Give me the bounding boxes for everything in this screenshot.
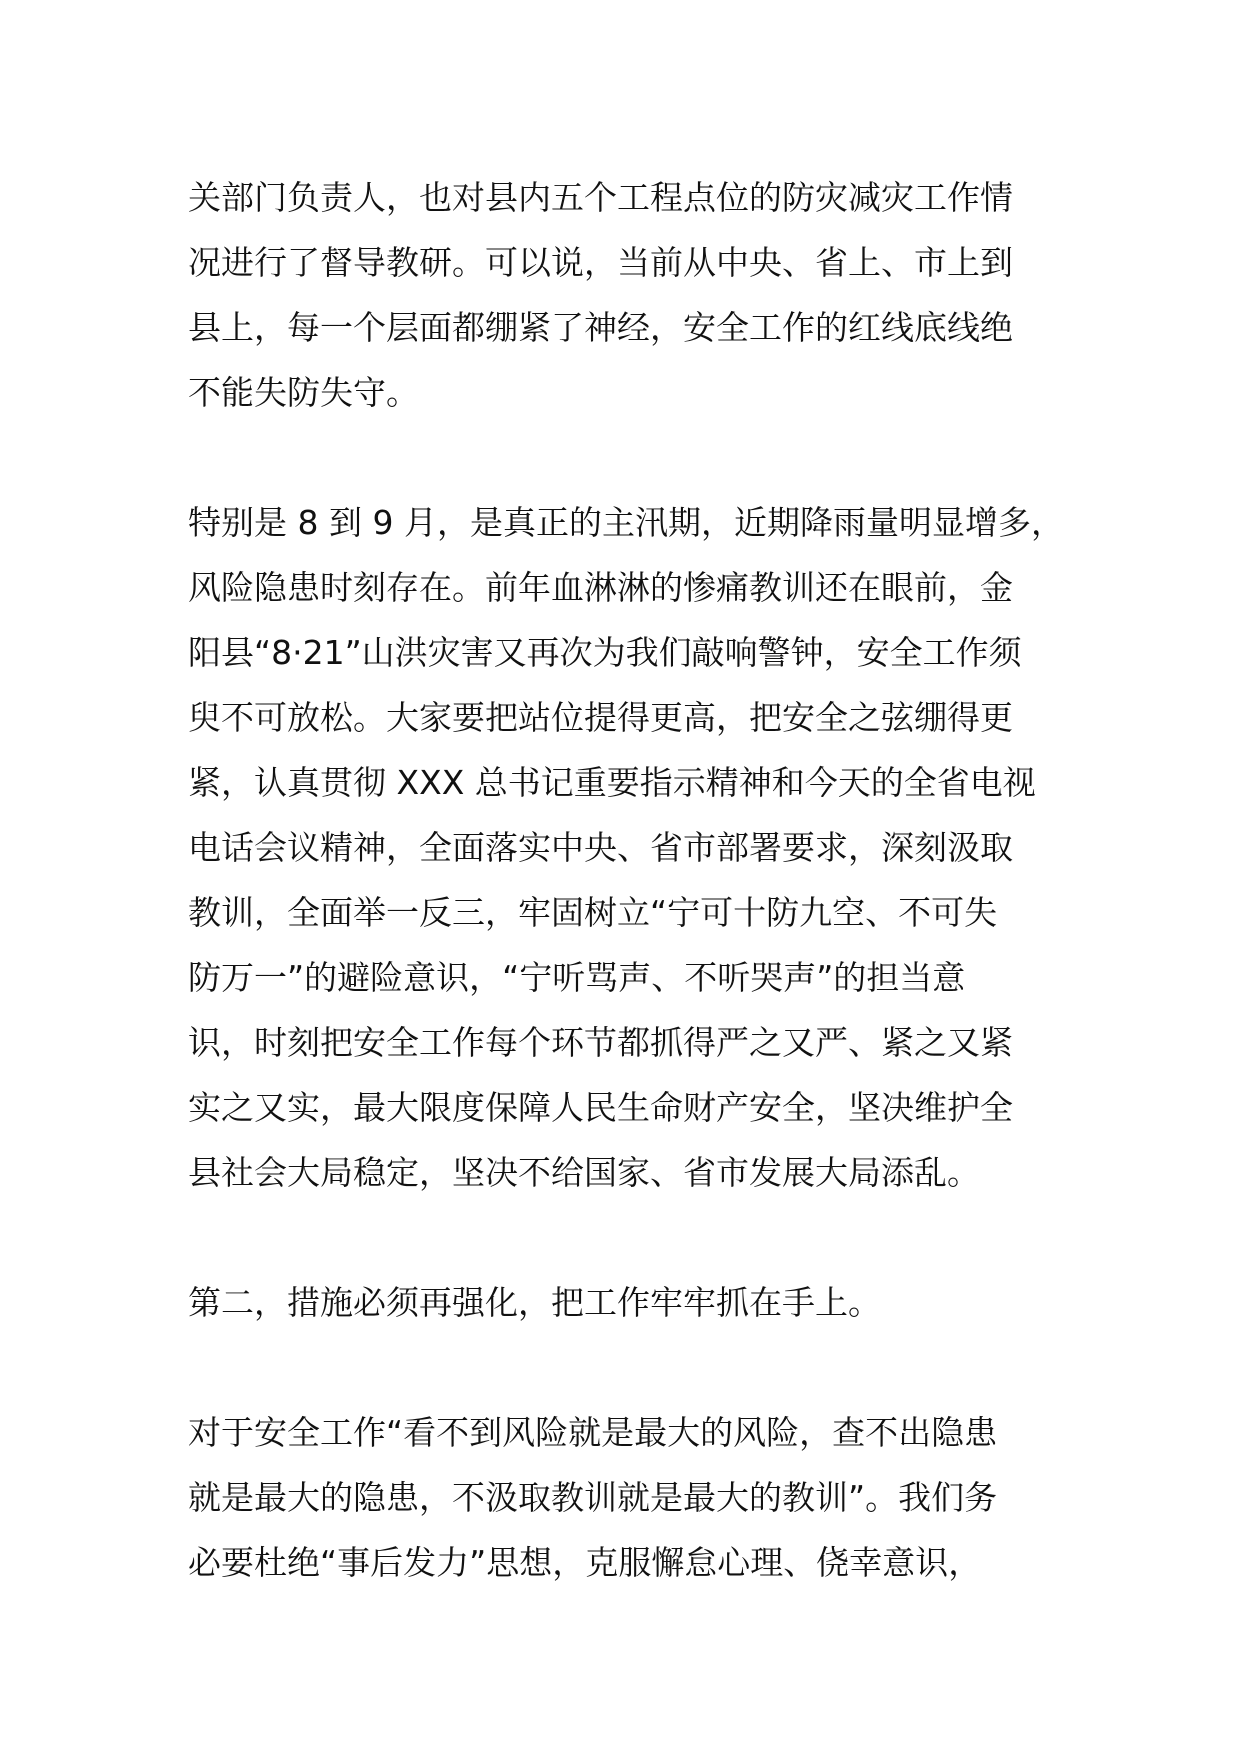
text-line: 况进行了督导教研。可以说，当前从中央、省上、市上到	[188, 243, 1013, 282]
text-line: 关部门负责人，也对县内五个工程点位的防灾减灾工作情	[188, 178, 1013, 217]
document-body	[188, 165, 1064, 1660]
text-line: 紧，认真贯彻 XXX 总书记重要指示精神和今天的全省电视	[188, 763, 1036, 802]
text-line: 臾不可放松。大家要把站位提得更高，把安全之弦绷得更	[188, 698, 1013, 737]
text-line: 电话会议精神，全面落实中央、省市部署要求，深刻汲取	[188, 828, 1013, 867]
text-line: 县上，每一个层面都绷紧了神经，安全工作的红线底线绝	[188, 308, 1013, 347]
text-line: 风险隐患时刻存在。前年血淋淋的惨痛教训还在眼前，金	[188, 568, 1013, 607]
text-line: 就是最大的隐患，不汲取教训就是最大的教训”。我们务	[188, 1478, 998, 1517]
text-line: 特别是 8 到 9 月，是真正的主汛期，近期降雨量明显增多，	[188, 503, 1064, 542]
text-line: 不能失防失守。	[188, 373, 419, 412]
text-line: 县社会大局稳定，坚决不给国家、省市发展大局添乱。	[188, 1153, 980, 1192]
text-line: 防万一”的避险意识，“宁听骂声、不听哭声”的担当意	[188, 958, 966, 997]
text-line: 必要杜绝“事后发力”思想，克服懈怠心理、侥幸意识，	[188, 1543, 982, 1582]
text-line: 实之又实，最大限度保障人民生命财产安全，坚决维护全	[188, 1088, 1013, 1127]
text-line: 第二，措施必须再强化，把工作牢牢抓在手上。	[188, 1283, 881, 1322]
text-line: 对于安全工作“看不到风险就是最大的风险，查不出隐患	[188, 1413, 998, 1452]
paragraph-3-heading	[188, 1270, 1054, 1335]
text-line: 教训，全面举一反三，牢固树立“宁可十防九空、不可失	[188, 893, 998, 932]
text-line: 识，时刻把安全工作每个环节都抓得严之又严、紧之又紧	[188, 1023, 1013, 1062]
paragraph-1	[188, 165, 1054, 425]
paragraph-4	[188, 1400, 1054, 1595]
paragraph-2	[188, 490, 1064, 1205]
text-line: 阳县“8·21”山洪灾害又再次为我们敲响警钟，安全工作须	[188, 633, 1022, 672]
